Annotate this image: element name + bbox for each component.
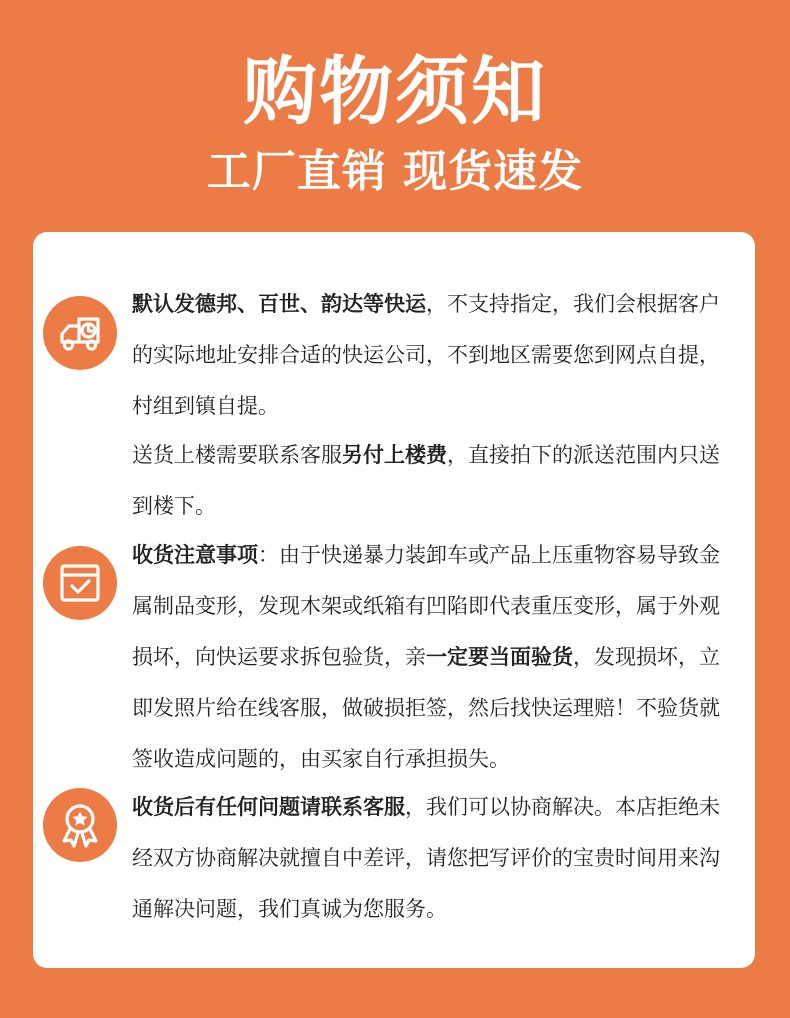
delivery-truck-icon (43, 296, 117, 370)
delivery-carriers-highlight: 默认发德邦、百世、韵达等快运 (132, 292, 426, 316)
inspection-heading: 收货注意事项 (132, 543, 258, 567)
upstairs-text-rest: ，直接拍下的派送范围内只送到楼下。 (132, 443, 720, 518)
page-title: 购物须知 (243, 49, 547, 135)
inspection-paragraph (132, 530, 732, 785)
inspection-text-rest: ，发现损坏，立即发照片给在线客服，做破损拒签，然后找快运理赔！不验货就签收造成问题的，由买家自行承担损失。 (132, 645, 720, 771)
upstairs-text: 送货上楼需要联系客服 (132, 443, 342, 467)
inspect-in-person-highlight: 一定要当面验货 (426, 645, 573, 669)
delivery-paragraph-2 (132, 430, 732, 532)
after-sales-text: ，我们可以协商解决。本店拒绝未经双方协商解决就擅自中差评，请您把写评价的宝贵时间用来沟通解决问题，我们真诚为您服务。 (132, 795, 720, 921)
upstairs-fee-highlight: 另付上楼费 (342, 443, 447, 467)
delivery-carriers-text: ，不支持指定，我们会根据客户的实际地址安排合适的快运公司，不到地区需要您到网点自提，村组到镇自提。 (132, 292, 720, 418)
after-sales-paragraph (132, 782, 732, 935)
delivery-icon-badge (43, 296, 117, 370)
delivery-paragraph-1 (132, 279, 732, 432)
package-check-icon (43, 546, 117, 620)
after-sales-icon-badge (43, 788, 117, 862)
inspection-text: ：由于快递暴力装卸车或产品上压重物容易导致金属制品变形，发现木架或纸箱有凹陷即代表重压变形，属于外观损坏，向快运要求拆包验货，亲 (132, 543, 720, 669)
after-sales-heading: 收货后有任何问题请联系客服 (132, 795, 405, 819)
notice-card (33, 232, 755, 968)
inspection-icon-badge (43, 546, 117, 620)
page-subtitle: 工厂直销 现货速发 (206, 146, 584, 197)
award-badge-icon (43, 788, 117, 862)
